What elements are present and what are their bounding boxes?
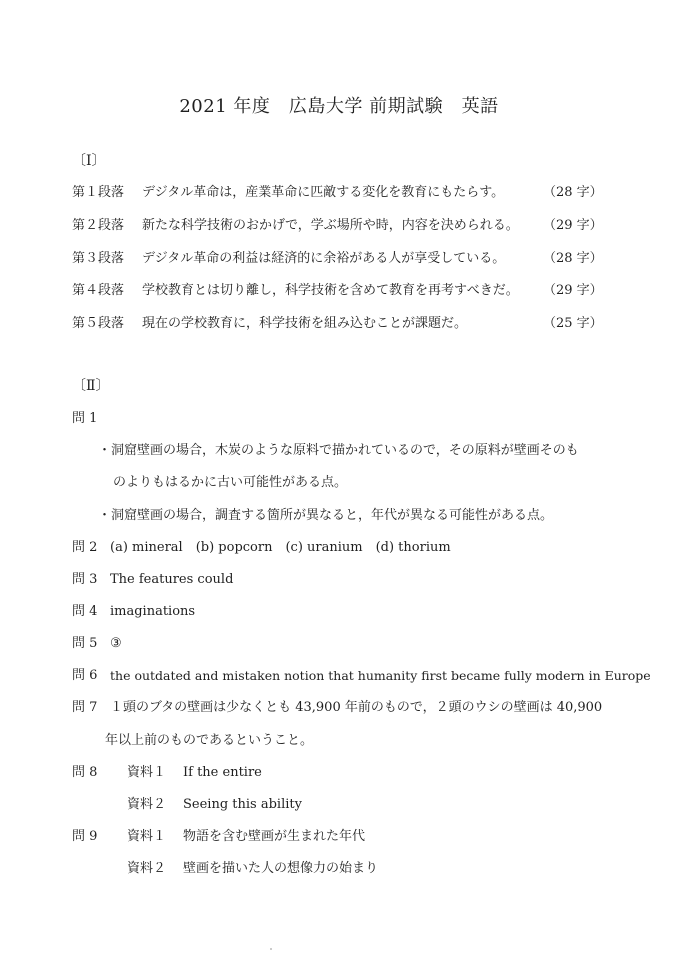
paragraph-1-text: デジタル革命は，産業革命に匹敵する変化を教育にもたらす。 xyxy=(142,185,505,200)
question-9-item-1-label: 資料１ xyxy=(127,829,167,844)
paragraph-1-count: （28 字） xyxy=(543,185,603,200)
question-9-item-1-answer: 物語を含む壁画が生まれた年代 xyxy=(183,829,366,844)
question-3-answer: The features could xyxy=(110,572,234,587)
section-1-heading: 〔Ⅰ〕 xyxy=(72,153,106,169)
question-4-answer: imaginations xyxy=(110,604,196,619)
question-2-label: 問 2 xyxy=(72,540,98,555)
question-6-label: 問 6 xyxy=(72,668,98,683)
paragraph-5-count: （25 字） xyxy=(543,316,603,331)
question-2-answer: (a) mineral (b) popcorn (c) uranium (d) thorium xyxy=(110,540,451,555)
paragraph-3-text: デジタル革命の利益は経済的に余裕がある人が享受している。 xyxy=(142,251,506,266)
question-1-label: 問 1 xyxy=(72,411,98,426)
question-1-bullet-2: ・洞窟壁画の場合，調査する箇所が異なると，年代が異なる可能性がある点。 xyxy=(98,508,554,523)
question-1-bullet-1-line-2: のよりもはるかに古い可能性がある点。 xyxy=(113,475,348,490)
paragraph-2-count: （29 字） xyxy=(543,218,603,233)
paragraph-4-label: 第４段落 xyxy=(72,283,125,298)
section-2-heading: 〔Ⅱ〕 xyxy=(72,378,110,394)
question-8-item-1-answer: If the entire xyxy=(183,765,262,780)
question-7-answer-line-2: 年以上前のものであるということ。 xyxy=(105,733,314,748)
question-8-item-2-label: 資料２ xyxy=(127,797,167,812)
paragraph-1-label: 第１段落 xyxy=(72,185,125,200)
question-7-label: 問 7 xyxy=(72,700,98,715)
paragraph-3-label: 第３段落 xyxy=(72,251,125,266)
paragraph-3-count: （28 字） xyxy=(543,251,603,266)
question-4-label: 問 4 xyxy=(72,604,98,619)
paragraph-4-count: （29 字） xyxy=(543,283,603,298)
page-title: 2021 年度 広島大学 前期試験 英語 xyxy=(179,96,499,117)
question-7-answer-line-1: １頭のブタの壁画は少なくとも 43,900 年前のもので，２頭のウシの壁画は 40,900 xyxy=(110,700,603,715)
paragraph-2-text: 新たな科学技術のおかげで，学ぶ場所や時，内容を決められる。 xyxy=(142,218,519,233)
scan-speck xyxy=(270,948,272,950)
question-5-answer: ③ xyxy=(110,636,122,651)
question-8-item-1-label: 資料１ xyxy=(127,765,167,780)
question-8-label: 問 8 xyxy=(72,765,98,780)
question-9-label: 問 9 xyxy=(72,829,98,844)
question-9-item-2-answer: 壁画を描いた人の想像力の始まり xyxy=(183,861,379,876)
question-1-bullet-1-line-1: ・洞窟壁画の場合，木炭のような原料で描かれているので，その原料が壁画そのも xyxy=(98,443,579,458)
question-3-label: 問 3 xyxy=(72,572,98,587)
question-9-item-2-label: 資料２ xyxy=(127,861,167,876)
question-8-item-2-answer: Seeing this ability xyxy=(183,797,302,812)
question-6-answer: the outdated and mistaken notion that humanity first became fully modern in Europe xyxy=(110,668,651,683)
paragraph-5-text: 現在の学校教育に，科学技術を組み込むことが課題だ。 xyxy=(142,316,468,331)
paragraph-5-label: 第５段落 xyxy=(72,316,125,331)
paragraph-4-text: 学校教育とは切り離し，科学技術を含めて教育を再考すべきだ。 xyxy=(142,283,519,298)
question-5-label: 問 5 xyxy=(72,636,98,651)
paragraph-2-label: 第２段落 xyxy=(72,218,125,233)
